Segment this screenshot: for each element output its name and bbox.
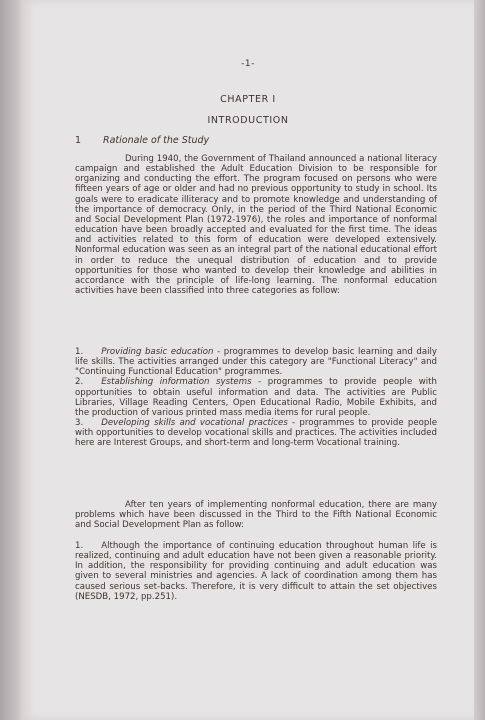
list-item-title: Developing skills and vocational practices <box>101 418 288 429</box>
section-title: Rationale of the Study <box>103 135 210 146</box>
list-item <box>75 418 437 448</box>
list-item <box>75 377 437 418</box>
list-item-text: - programmes to provide people with opportunities to develop vocational skills and practices. The activities included here are Interest Groups, and short-term and long-term Vocational training. <box>75 418 437 449</box>
paragraph-rationale <box>75 154 437 296</box>
book-binding-left <box>0 0 22 720</box>
list-item-title: Providing basic education <box>101 347 214 357</box>
list-item <box>75 347 437 377</box>
list-item-number: 3. <box>75 418 84 429</box>
list-item-text: - programmes to develop basic learning and daily life skills. The activities arranged under this category are "Functional Literacy" and "Continuing Functional Education" programmes. <box>75 347 437 378</box>
list-item-number: 2. <box>75 377 84 388</box>
list-item-text: - programmes to provide people with opportunities to obtain useful information and data. The activities are Public Libraries, Village Reading Centers, Open Educational Radio, Mobile Exhibits, and the production of various printed mass media items for rural people. <box>75 377 438 418</box>
chapter-title: INTRODUCTION <box>207 115 289 126</box>
section-heading <box>75 135 209 146</box>
section-number: 1 <box>75 135 82 146</box>
chapter-heading: CHAPTER I <box>220 94 276 105</box>
problem-list <box>75 541 437 602</box>
list-item-number: 1. <box>75 347 84 357</box>
list-item-text: Although the importance of continuing education throughout human life is realized, continuing and adult education have not been given a reasonable priority. In addition, the responsibility for providing continuing and adult education was given to several ministries and agencies. A lack of coordination among them has caused serious set-backs. Therefore, it is very difficult to attain the set objectives (NESDB, 1972, pp.251). <box>75 541 437 602</box>
paragraph-text: During 1940, the Government of Thailand announced a national literacy campaign and established the Adult Education Division to be responsible for organizing and conducting the effort. The program focused on persons who were fifteen years of age or older and had no previous opportunity to study in school. Its goals were to eradicate illiteracy and to promote knowledge and understanding of the importance of democracy. Only, in the period of the Third National Economic and Social Development Plan (1972-1976), the roles and importance of nonformal education have been broadly accepted and evaluated for the first time. The ideas and activities related to this form of education were developed extensively. Nonformal education was seen as an integral part of the national educational effort in order to reduce the unequal distribution of education and to provide opportunities for those who wanted to develop their knowledge and abilities in accordance with the principle of life-long learning. The nonformal education activities have been classified into three categories as follow: <box>75 154 437 297</box>
categories-list <box>75 347 437 449</box>
page-number: -1- <box>241 59 255 69</box>
list-item <box>75 541 437 602</box>
list-item-number: 1. <box>75 541 84 551</box>
paragraph-text: After ten years of implementing nonformal education, there are many problems which have been discussed in the Third to the Fifth National Economic and Social Development Plan as follow: <box>75 500 437 531</box>
list-item-title: Establishing information systems <box>101 377 252 388</box>
paragraph-problems-intro <box>75 500 437 530</box>
document-page <box>22 0 474 720</box>
